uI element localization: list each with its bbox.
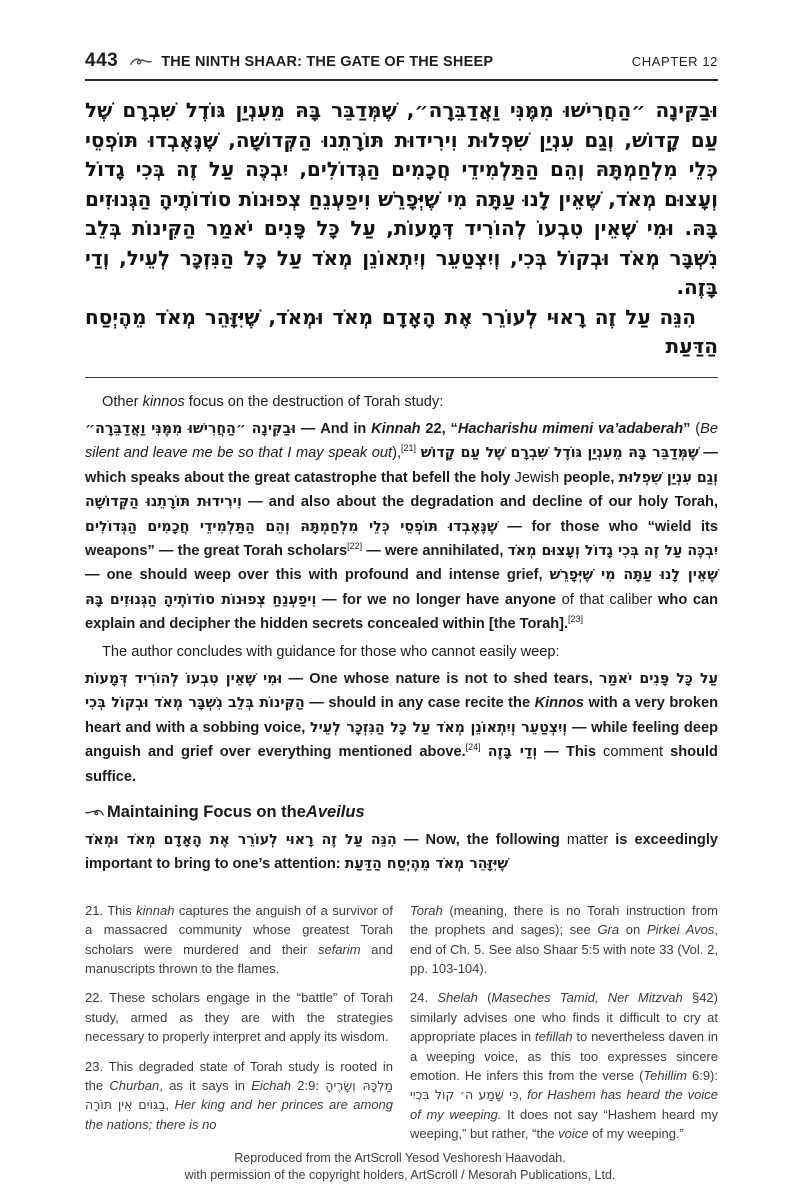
copyright-footer [0, 1150, 800, 1184]
copyright-line: Reproduced from the ArtScroll Yesod Veshoresh Haavodah. [234, 1151, 566, 1165]
swash-ornament-icon [130, 54, 152, 72]
footnotes-left-column [85, 901, 393, 1154]
footnotes-section [85, 901, 718, 1154]
hebrew-text-block [85, 96, 718, 362]
commentary-intro: The author concludes with guidance for those who cannot easily weep: [102, 643, 560, 660]
page-header [85, 50, 718, 81]
commentary-paragraph: וּבַקִּינָה ״הַחֲרִישׁוּ מִמֶּנִּי וַאֲדַבֵּרָה״ — And in Kinnah 22, “Hacharishu mimeni va’adaberah” (Be silent and leave me be so that I may speak out),[21] שֶׁמְּדַבֵּר בָּהּ מֵעִנְיַן גּוֹדֶל שִׁבְרָם שֶׁל עַם קָדוֹשׁ — which speaks about the great catastrophe that befell the holy Jewish people, וְגַם עִנְיַן שִׁפְלוּת וִירִידוּת תּוֹרָתֵנוּ הַקְּדוֹשָׁה — and also about the degradation and decline of our holy Torah, שֶׁנֶּאֶבְדוּ תּוֹפְסֵי כְּלֵי מִלְחַמְתָּהּ וְהֵם הַתַּלְמִידֵי חֲכָמִים הַגְּדוֹלִים — for those who “wield its weapons” — the great Torah scholars[22] — were annihilated, יִבְכֶּה עַל זֶה בְּכִי גָדוֹל וְעָצוּם מְאֹד — one should weep over this with profound and intense grief, שֶׁאֵין לָנוּ עַתָּה מִי שֶׁיְּפָרֵשׁ וִיפַעְנֵחַ צְפוּנוֹת סוֹדוֹתֶיהָ הַגְּנוּזִים בָּהּ — for we no longer have anyone of that caliber who can explain and decipher the hidden secrets concealed within [the Torah].[23] [85, 420, 719, 633]
page-title: THE NINTH SHAAR: THE GATE OF THE SHEEP [161, 54, 494, 70]
commentary-paragraph: וּמִי שֶׁאֵין טִבְעוֹ לְהוֹרִיד דְּמָעוֹת — One whose nature is not to shed tears, עַל כָּל פָּנִים יֹאמַר הַקִּינוֹת בְּלֵב נִשְׁבָּר מְאֹד וּבְקוֹל בְּכִי — should in any case recite the Kinnos with a very broken heart and with a sobbing voice, וְיִצְטַעֵר וְיִתְאוֹנֵן מְאֹד עַל כָּל הַנִּזְכָּר לְעֵיל — while feeling deep anguish and grief over everything mentioned above.[24] וְדַי בָּזֶה — This comment should suffice. [85, 670, 718, 785]
section-heading-text: Maintaining Focus on the [107, 803, 306, 821]
footnote-21: 21. This kinnah captures the anguish of a survivor of a massacred community whose greatest Torah scholars were murdered and their sefarim and manuscripts thrown to the flames. [85, 902, 393, 977]
footnote-23-continued: Torah (meaning, there is no Torah instruction from the prophets and sages); see Gra on Pirkei Avos, end of Ch. 5. See also Shaar 5:5 with note 33 (Vol. 2, pp. 103-104). [410, 902, 718, 977]
footnotes-right-column [410, 901, 718, 1154]
hebrew-paragraph: וּבַקִּינָה ״הַחֲרִישׁוּ מִמֶּנִּי וַאֲדַבֵּרָה״, שֶׁמְּדַבֵּר בָּהּ מֵעִנְיַן גּוֹדֶל שִׁבְרָם שֶׁל עַם קָדוֹשׁ, וְגַם עִנְיַן שִׁפְלוּת וִירִידוּת תּוֹרָתֵנוּ הַקְּדוֹשָׁה, שֶׁנֶּאֶבְדוּ תּוֹפְסֵי כְּלֵי מִלְחַמְתָּהּ וְהֵם הַתַּלְמִידֵי חֲכָמִים הַגְּדוֹלִים, יִבְכֶּה עַל זֶה בְּכִי גָדוֹל וְעָצוּם מְאֹד, שֶׁאֵין לָנוּ עַתָּה מִי שֶׁיְּפָרֵשׁ וִיפַעְנֵחַ צְפוּנוֹת סוֹדוֹתֶיהָ הַגְּנוּזִים בָּהּ. וּמִי שֶׁאֵין טִבְעוֹ לְהוֹרִיד דְּמָעוֹת, עַל כָּל פָּנִים יֹאמַר הַקִּינוֹת בְּלֵב נִשְׁבָּר מְאֹד וּבְקוֹל בְּכִי, וְיִצְטַעֵר וְיִתְאוֹנֵן מְאֹד עַל כָּל הַנִּזְכָּר לְעֵיל, וְדַי בָּזֶה. [85, 98, 718, 299]
chapter-label: CHAPTER 12 [631, 54, 718, 69]
section-divider-rule [85, 377, 718, 378]
swash-ornament-icon [85, 804, 104, 823]
copyright-line: with permission of the copyright holders, ArtScroll / Mesorah Publications, Ltd. [184, 1168, 616, 1182]
commentary-section [85, 390, 718, 877]
hebrew-paragraph: הִנֵּה עַל זֶה רָאוּי לְעוֹרֵר אֶת הָאָדָם מְאֹד וּמְאֹד, שֶׁיִּזָּהֵר מְאֹד מֵהֶיְסַח הַדַּעַת [85, 304, 718, 358]
section-heading-italic: Aveilus [305, 803, 365, 821]
commentary-paragraph: הִנֵּה עַל זֶה רָאוּי לְעוֹרֵר אֶת הָאָדָם מְאֹד וּמְאֹד — Now, the following matter is exceedingly important to bring to one’s attention: שֶׁיִּזָּהֵר מְאֹד מֵהֶיְסַח הַדַּעַת [85, 832, 718, 873]
section-heading [85, 803, 718, 822]
footnote-23: 23. This degraded state of Torah study is rooted in the Churban, as it says in Eichah 2:9: מַלְכָּהּ וְשָׂרֶיהָ בַגּוֹיִם אֵין תּוֹרָה, Her king and her princes are among the nations; there is no [85, 1058, 394, 1132]
footnote-22: 22. These scholars engage in the “battle” of Torah study, armed as they are with the strategies necessary to properly interpret and apply its wisdom. [85, 990, 393, 1045]
header-rule [85, 79, 718, 81]
footnote-24: 24. Shelah (Maseches Tamid, Ner Mitzvah §42) similarly advises one who finds it difficult to cry at appropriate places in tefillah to nevertheless daven in a weeping voice, as this too expresses sincere emotion. He infers this from the verse (Tehillim 6:9): כִּי שָׁמַע ה׳ קוֹל בִּכְיִי, for Hashem has heard the voice of my weeping. It does not say “Hashem heard my weeping,” but rather, “the voice of my weeping.” [410, 990, 719, 1142]
page-number: 443 [85, 50, 119, 71]
commentary-intro: Other kinnos focus on the destruction of Torah study: [102, 393, 444, 410]
